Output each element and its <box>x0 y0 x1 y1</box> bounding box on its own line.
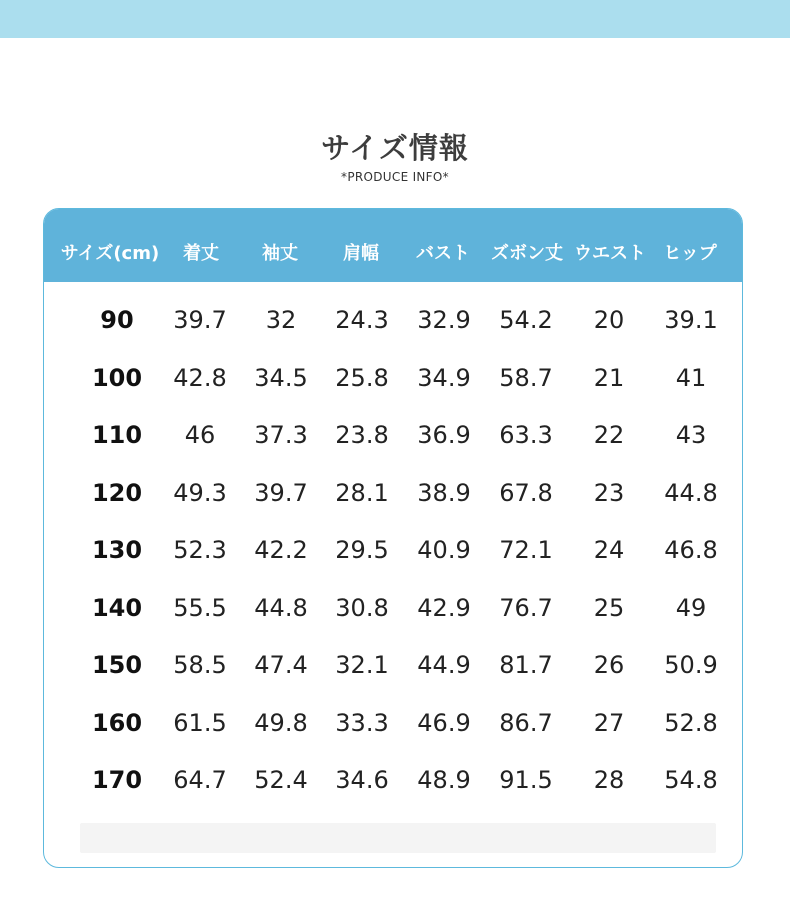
cell-sleeve: 39.7 <box>254 478 308 507</box>
cell-pants-length: 86.7 <box>499 708 553 737</box>
cell-bust: 48.9 <box>417 766 471 794</box>
cell-hip: 39.1 <box>664 306 718 334</box>
cell-size: 150 <box>91 651 143 679</box>
cell-waist: 25 <box>593 593 625 622</box>
header-bust: バスト <box>416 243 470 264</box>
cell-waist: 26 <box>593 651 625 679</box>
table-row <box>44 407 743 464</box>
cell-length: 42.8 <box>173 363 227 392</box>
cell-length: 52.3 <box>173 536 227 564</box>
cell-hip: 54.8 <box>664 766 718 794</box>
cell-size: 110 <box>91 421 143 449</box>
table-footer-band <box>80 823 716 853</box>
cell-hip: 44.8 <box>664 478 718 507</box>
cell-sleeve: 32 <box>265 306 297 334</box>
table-row <box>44 752 743 809</box>
cell-pants-length: 81.7 <box>499 651 553 679</box>
table-row <box>44 350 743 407</box>
table-row <box>44 465 743 522</box>
cell-sleeve: 37.3 <box>254 421 308 449</box>
cell-hip: 46.8 <box>664 536 718 564</box>
header-sleeve: 袖丈 <box>262 243 298 264</box>
cell-sleeve: 42.2 <box>254 536 308 564</box>
cell-length: 46 <box>184 421 216 449</box>
cell-size: 100 <box>91 363 143 392</box>
cell-length: 49.3 <box>173 478 227 507</box>
cell-pants-length: 63.3 <box>499 421 553 449</box>
header-hip: ヒップ <box>663 243 717 264</box>
cell-bust: 38.9 <box>417 478 471 507</box>
cell-shoulder: 34.6 <box>335 766 389 794</box>
table-row <box>44 695 743 752</box>
cell-sleeve: 49.8 <box>254 708 308 737</box>
cell-hip: 50.9 <box>664 651 718 679</box>
cell-hip: 43 <box>675 421 707 449</box>
cell-shoulder: 32.1 <box>335 651 389 679</box>
cell-size: 160 <box>91 708 143 737</box>
cell-size: 170 <box>91 766 143 794</box>
cell-size: 120 <box>91 478 143 507</box>
cell-shoulder: 29.5 <box>335 536 389 564</box>
cell-pants-length: 91.5 <box>499 766 553 794</box>
table-header-row <box>44 209 743 282</box>
table-row <box>44 637 743 694</box>
cell-length: 58.5 <box>173 651 227 679</box>
cell-waist: 21 <box>593 363 625 392</box>
cell-waist: 20 <box>593 306 625 334</box>
header-waist: ウエスト <box>574 243 646 264</box>
page-title: サイズ情報 <box>321 131 469 165</box>
header-shoulder: 肩幅 <box>343 243 379 264</box>
cell-length: 55.5 <box>173 593 227 622</box>
cell-bust: 42.9 <box>417 593 471 622</box>
cell-pants-length: 54.2 <box>499 306 553 334</box>
cell-size: 130 <box>91 536 143 564</box>
size-table <box>43 208 743 868</box>
cell-shoulder: 24.3 <box>335 306 389 334</box>
cell-size: 140 <box>91 593 143 622</box>
cell-shoulder: 33.3 <box>335 708 389 737</box>
cell-sleeve: 52.4 <box>254 766 308 794</box>
cell-shoulder: 25.8 <box>335 363 389 392</box>
cell-waist: 24 <box>593 536 625 564</box>
cell-shoulder: 28.1 <box>335 478 389 507</box>
cell-length: 61.5 <box>173 708 227 737</box>
cell-bust: 36.9 <box>417 421 471 449</box>
cell-bust: 34.9 <box>417 363 471 392</box>
table-row <box>44 522 743 579</box>
cell-shoulder: 23.8 <box>335 421 389 449</box>
cell-length: 64.7 <box>173 766 227 794</box>
cell-hip: 52.8 <box>664 708 718 737</box>
cell-waist: 23 <box>593 478 625 507</box>
cell-bust: 46.9 <box>417 708 471 737</box>
cell-sleeve: 34.5 <box>254 363 308 392</box>
cell-bust: 32.9 <box>417 306 471 334</box>
cell-pants-length: 72.1 <box>499 536 553 564</box>
cell-pants-length: 67.8 <box>499 478 553 507</box>
cell-bust: 44.9 <box>417 651 471 679</box>
cell-size: 90 <box>100 306 134 334</box>
cell-sleeve: 47.4 <box>254 651 308 679</box>
cell-length: 39.7 <box>173 306 227 334</box>
cell-pants-length: 58.7 <box>499 363 553 392</box>
page-subtitle: *PRODUCE INFO* <box>341 170 449 184</box>
header-length: 着丈 <box>183 243 219 264</box>
cell-sleeve: 44.8 <box>254 593 308 622</box>
cell-bust: 40.9 <box>417 536 471 564</box>
cell-waist: 22 <box>593 421 625 449</box>
cell-waist: 27 <box>593 708 625 737</box>
cell-hip: 49 <box>675 593 707 622</box>
table-row <box>44 580 743 637</box>
cell-waist: 28 <box>593 766 625 794</box>
cell-pants-length: 76.7 <box>499 593 553 622</box>
table-row <box>44 292 743 349</box>
top-decorative-band <box>0 0 790 38</box>
cell-hip: 41 <box>675 363 707 392</box>
header-pants-length: ズボン丈 <box>491 243 563 264</box>
cell-shoulder: 30.8 <box>335 593 389 622</box>
header-size: サイズ(cm) <box>60 243 160 264</box>
